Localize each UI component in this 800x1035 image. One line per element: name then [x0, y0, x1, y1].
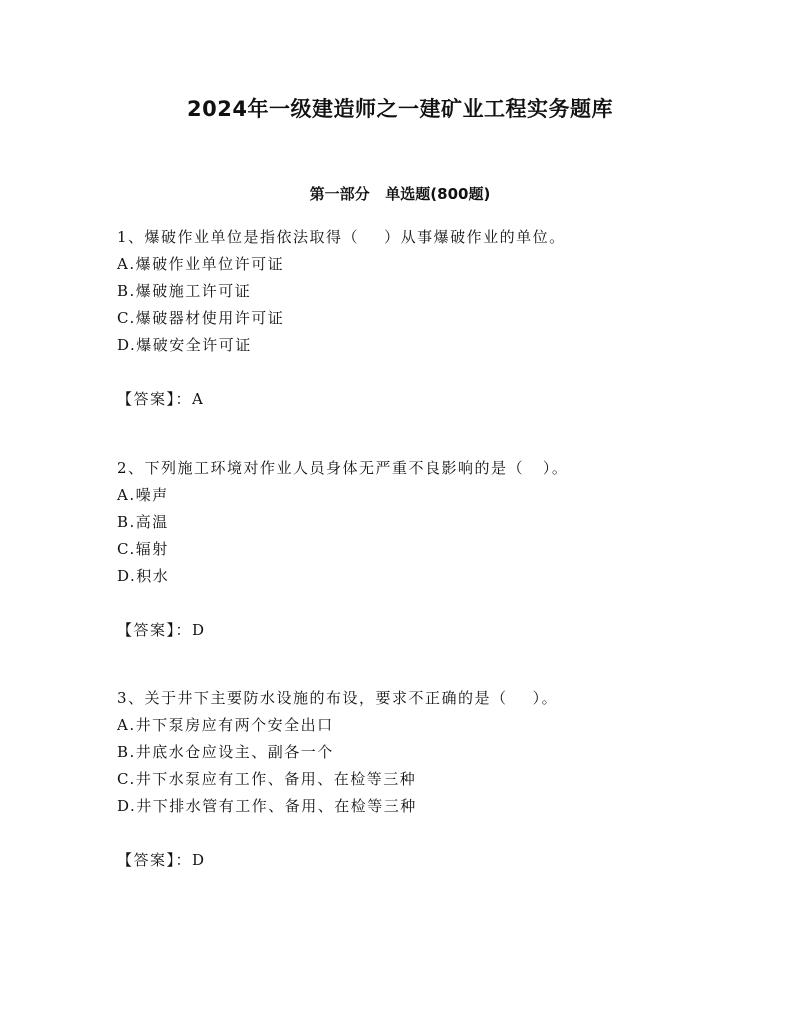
option-a: A.井下泵房应有两个安全出口 — [117, 716, 334, 734]
option-d: D.积水 — [117, 567, 170, 585]
question-1 — [117, 224, 757, 413]
question-stem: 1、爆破作业单位是指依法取得（ ）从事爆破作业的单位。 — [117, 228, 566, 246]
option-b: B.井底水仓应设主、副各一个 — [117, 743, 334, 761]
option-b: B.爆破施工许可证 — [117, 282, 252, 300]
answer-label: 【答案】：D — [117, 621, 206, 639]
question-3 — [117, 685, 757, 874]
option-c: C.辐射 — [117, 540, 169, 558]
option-a: A.噪声 — [117, 486, 169, 504]
question-stem: 3、关于井下主要防水设施的布设，要求不正确的是（ ）。 — [117, 689, 559, 707]
question-stem: 2、下列施工环境对作业人员身体无严重不良影响的是（ ）。 — [117, 459, 569, 477]
option-b: B.高温 — [117, 513, 169, 531]
option-c: C.爆破器材使用许可证 — [117, 309, 285, 327]
answer-label: 【答案】：D — [117, 851, 206, 869]
option-d: D.井下排水管有工作、备用、在检等三种 — [117, 797, 417, 815]
option-a: A.爆破作业单位许可证 — [117, 255, 285, 273]
question-2 — [117, 455, 757, 644]
section-title: 第一部分 单选题(800题) — [309, 185, 491, 203]
option-c: C.井下水泵应有工作、备用、在检等三种 — [117, 770, 417, 788]
option-d: D.爆破安全许可证 — [117, 336, 252, 354]
answer-label: 【答案】：A — [117, 390, 205, 408]
document-title: 2024年一级建造师之一建矿业工程实务题库 — [187, 97, 613, 121]
